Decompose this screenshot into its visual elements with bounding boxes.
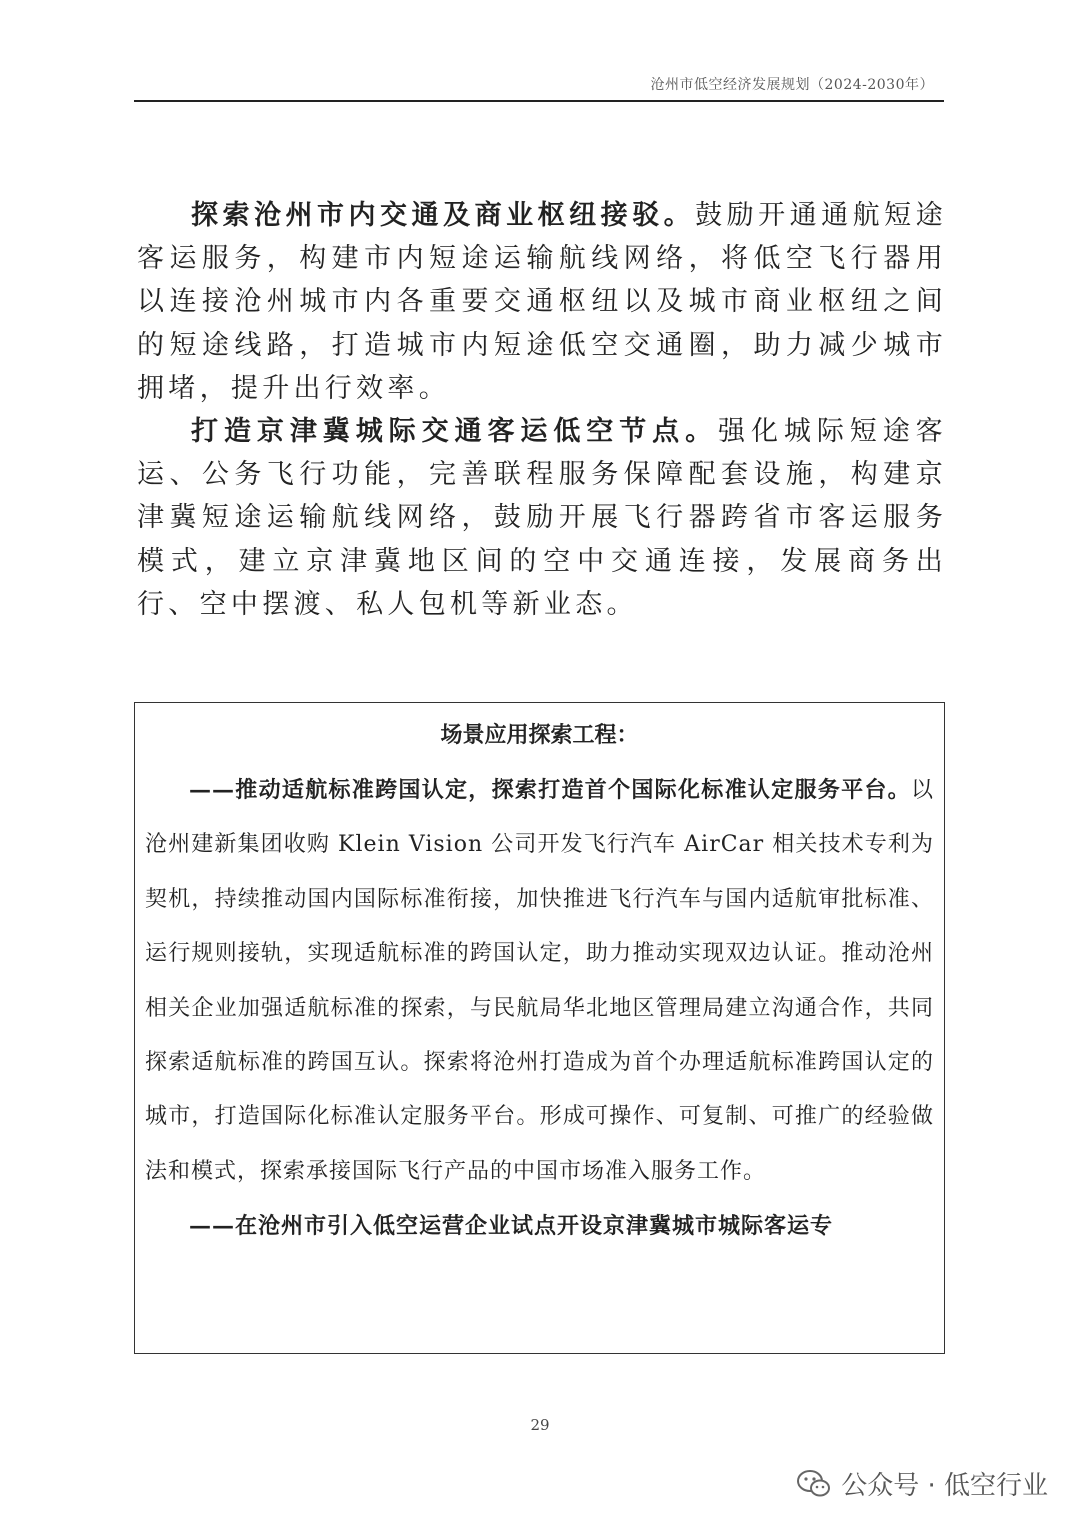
watermark	[797, 1465, 1048, 1502]
box-item-lead: ——推动适航标准跨国认定，探索打造首个国际化标准认定服务平台。	[189, 777, 911, 803]
project-box	[134, 702, 945, 1354]
paragraph-lead: 打造京津冀城际交通客运低空节点。	[191, 416, 719, 448]
paragraph-lead: 探索沧州市内交通及商业枢纽接驳。	[191, 200, 696, 231]
running-header: 沧州市低空经济发展规划（2024-2030年）	[650, 77, 934, 93]
paragraph-body: 鼓励开通通航短途客运服务，构建市内短途运输航线网络，将低空飞行器用以连接沧州城市内各重要交通枢纽以及城市商业枢纽之间的短途线路，打造城市内短途低空交通圈，助力减少城市拥堵，提升出行效率。	[137, 200, 947, 404]
paragraph	[137, 410, 947, 626]
header-rule	[134, 100, 944, 102]
paragraph-body: 强化城际短途客运、公务飞行功能，完善联程服务保障配套设施，构建京津冀短途运输航线网络，鼓励开展飞行器跨省市客运服务模式，建立京津冀地区间的空中交通连接，发展商务出行、空中摆渡、私人包机等新业态。	[137, 416, 947, 620]
watermark-text: 公众号 · 低空行业	[841, 1471, 1048, 1501]
box-text	[145, 763, 934, 1255]
wechat-icon	[797, 1469, 831, 1499]
box-item-lead: ——在沧州市引入低空运营企业试点开设京津冀城市城际客运专	[189, 1213, 834, 1240]
box-item-body: 以沧州建新集团收购 Klein Vision 公司开发飞行汽车 AirCar 相关技术专利为契机，持续推动国内国际标准衔接，加快推进飞行汽车与国内适航审批标准、运行规则接轨，实现适航标准的跨国认定，助力推动实现双边认证。推动沧州相关企业加强适航标准的探索，与民航局华北地区管理局建立沟通合作，共同探索适航标准的跨国互认。探索将沧州打造成为首个办理适航标准跨国认定的城市，打造国际化标准认定服务平台。形成可操作、可复制、可推广的经验做法和模式，探索承接国际飞行产品的中国市场准入服务工作。	[145, 778, 934, 1184]
body-text	[137, 194, 947, 626]
page-number: 29	[530, 1416, 550, 1434]
box-item	[145, 763, 934, 1199]
box-title: 场景应用探索工程：	[440, 722, 639, 748]
box-item	[145, 1199, 934, 1254]
paragraph	[137, 194, 947, 410]
